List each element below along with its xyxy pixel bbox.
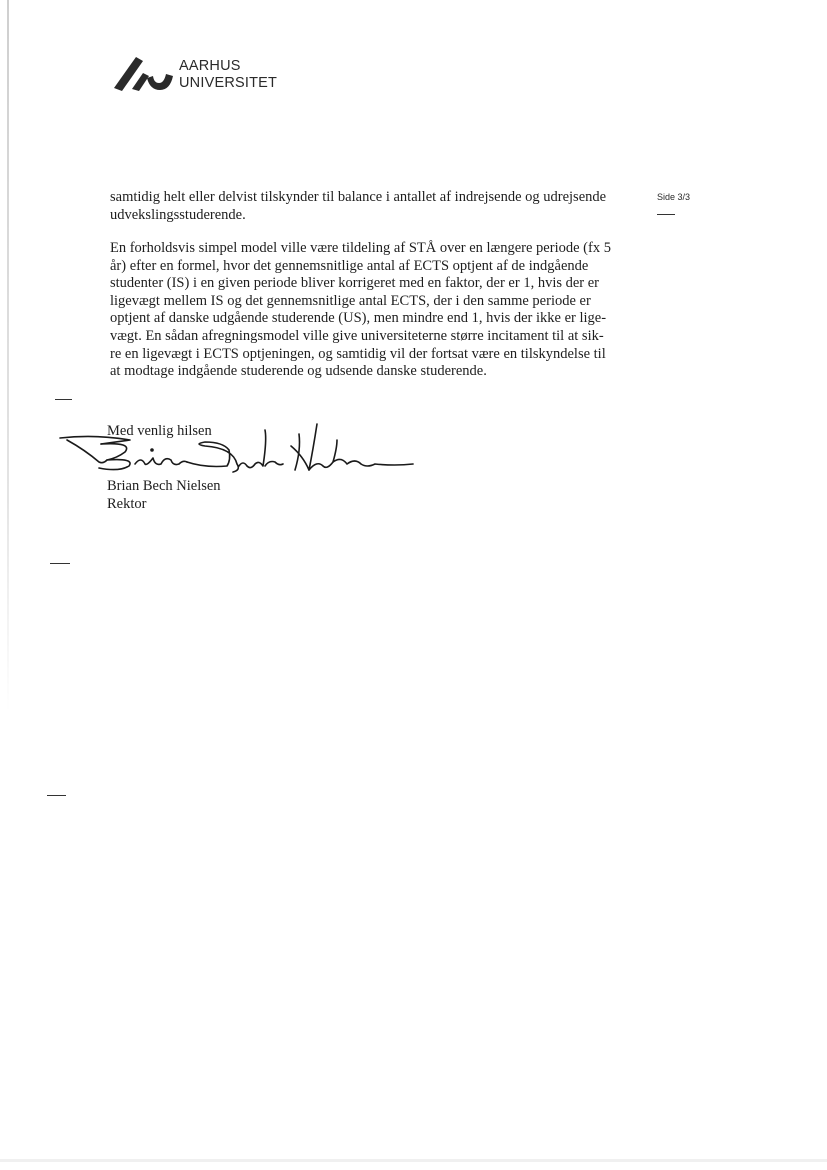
- aarhus-logo-icon: [112, 55, 174, 95]
- paragraph-2-line: år) efter en formel, hvor det gennemsnitlige antal af ECTS optjent af de indgående: [110, 257, 589, 274]
- fold-mark-1: [55, 399, 72, 400]
- paragraph-1-line: samtidig helt eller delvist tilskynder til balance i antallet af indrejsende og udrejsende: [110, 189, 607, 205]
- logo-line-2: UNIVERSITET: [179, 75, 278, 91]
- closing-greeting: Med venlig hilsen: [107, 423, 212, 439]
- paragraph-1-line: udvekslingsstuderende.: [110, 206, 246, 223]
- university-logo: [112, 55, 292, 97]
- paragraph-2-line: re en ligevægt i ECTS optjeningen, og samtidig vil der fortsat være en tilskyndelse til: [110, 345, 606, 362]
- paragraph-1: [110, 189, 645, 224]
- paragraph-2-line: studenter (IS) i en given periode bliver korrigeret med en faktor, der er 1, hvis der er: [110, 275, 600, 292]
- signer-block: [107, 477, 221, 513]
- page-number-rule: [657, 214, 675, 215]
- signer-name: Brian Bech Nielsen: [107, 478, 221, 494]
- paragraph-2-line: at modtage indgående studerende og udsende danske studerende.: [110, 363, 487, 380]
- paragraph-2-line: optjent af danske udgående studerende (US), men mindre end 1, hvis der ikke er lige-: [110, 310, 607, 327]
- paragraph-2-line: En forholdsvis simpel model ville være tildeling af STÅ over en længere periode (fx 5: [110, 240, 611, 256]
- paragraph-2: [110, 240, 640, 381]
- logo-line-1: AARHUS: [179, 58, 241, 74]
- scan-bottom-edge: [0, 1159, 827, 1162]
- logo-wordmark: [179, 58, 277, 92]
- fold-mark-3: [47, 795, 66, 796]
- page-number: Side 3/3: [657, 192, 691, 202]
- fold-mark-2: [50, 563, 70, 564]
- paragraph-2-line: ligevægt mellem IS og det gennemsnitlige antal ECTS, der i den samme periode er: [110, 292, 591, 309]
- signer-title: Rektor: [107, 496, 147, 512]
- scan-edge: [7, 0, 9, 712]
- paragraph-2-line: vægt. En sådan afregningsmodel ville give universiteterne større incitament til at sik-: [110, 327, 604, 344]
